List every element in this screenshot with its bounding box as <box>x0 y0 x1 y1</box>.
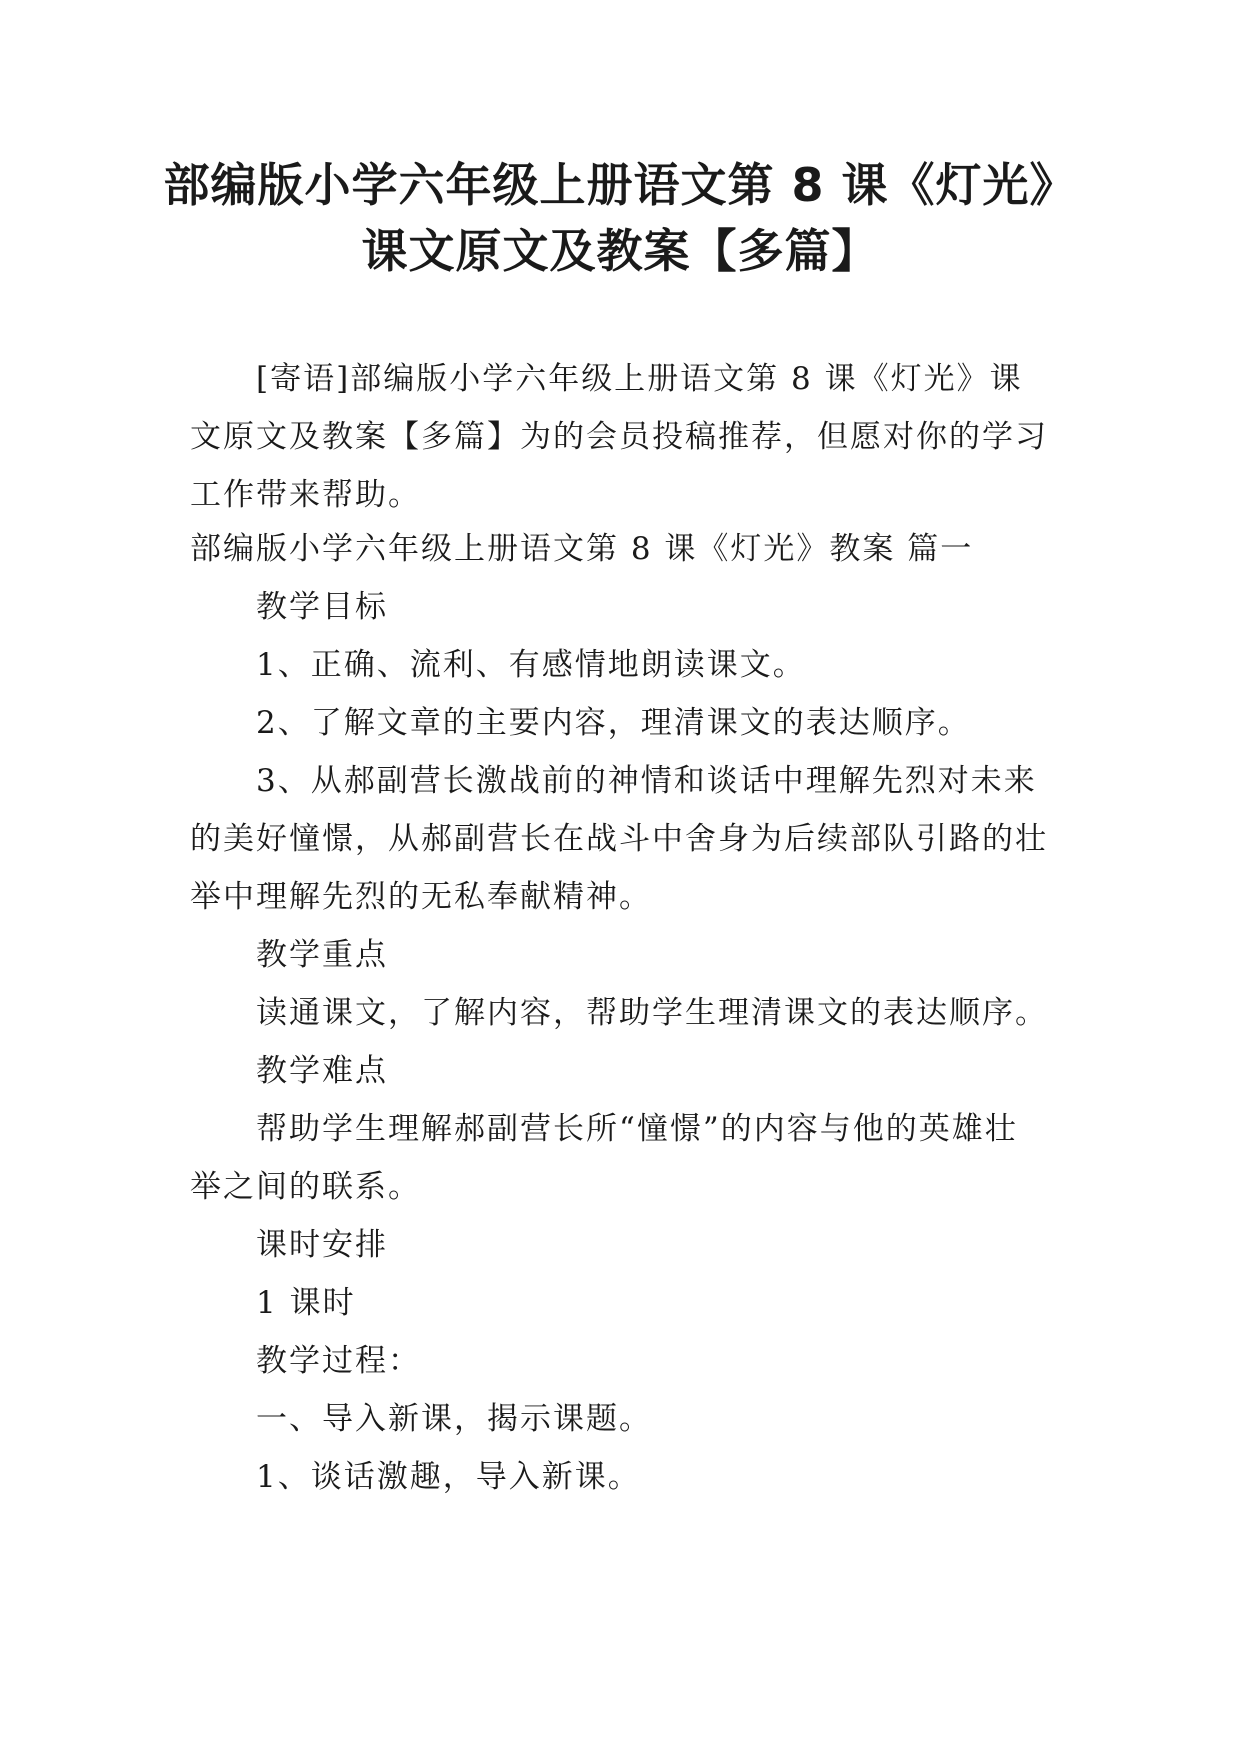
difficulty-text: 帮助学生理解郝副营长所“憧憬”的内容与他的英雄壮举之间的联系。 <box>190 1111 1018 1205</box>
goal-item-2: 2、了解文章的主要内容，理清课文的表达顺序。 <box>256 705 971 741</box>
process-step-1: 一、导入新课，揭示课题。 <box>256 1401 652 1437</box>
difficulty-heading: 教学难点 <box>256 1053 388 1089</box>
title-line-1: 部编版小学六年级上册语文第 8 课《灯光》 <box>163 158 1077 212</box>
key-text: 读通课文，了解内容，帮助学生理清课文的表达顺序。 <box>256 995 1048 1031</box>
key-heading: 教学重点 <box>256 937 388 973</box>
goal-item-1: 1、正确、流利、有感情地朗读课文。 <box>256 647 806 683</box>
schedule-heading: 课时安排 <box>256 1227 388 1263</box>
intro-paragraph: [寄语]部编版小学六年级上册语文第 8 课《灯光》课文原文及教案【多篇】为的会员投稿推荐，但愿对你的学习工作带来帮助。 <box>190 361 1048 513</box>
document-title <box>120 152 1120 284</box>
process-step-1-1: 1、谈话激趣，导入新课。 <box>256 1459 641 1495</box>
goals-heading: 教学目标 <box>256 589 388 625</box>
title-line-2: 课文原文及教案【多篇】 <box>361 224 879 278</box>
section-heading: 部编版小学六年级上册语文第 8 课《灯光》教案 篇一 <box>190 531 974 567</box>
goal-item-3: 3、从郝副营长激战前的神情和谈话中理解先烈对未来的美好憧憬，从郝副营长在战斗中舍身为后续部队引路的壮举中理解先烈的无私奉献精神。 <box>190 763 1048 915</box>
process-heading: 教学过程： <box>256 1343 421 1379</box>
schedule-text: 1 课时 <box>256 1285 356 1321</box>
